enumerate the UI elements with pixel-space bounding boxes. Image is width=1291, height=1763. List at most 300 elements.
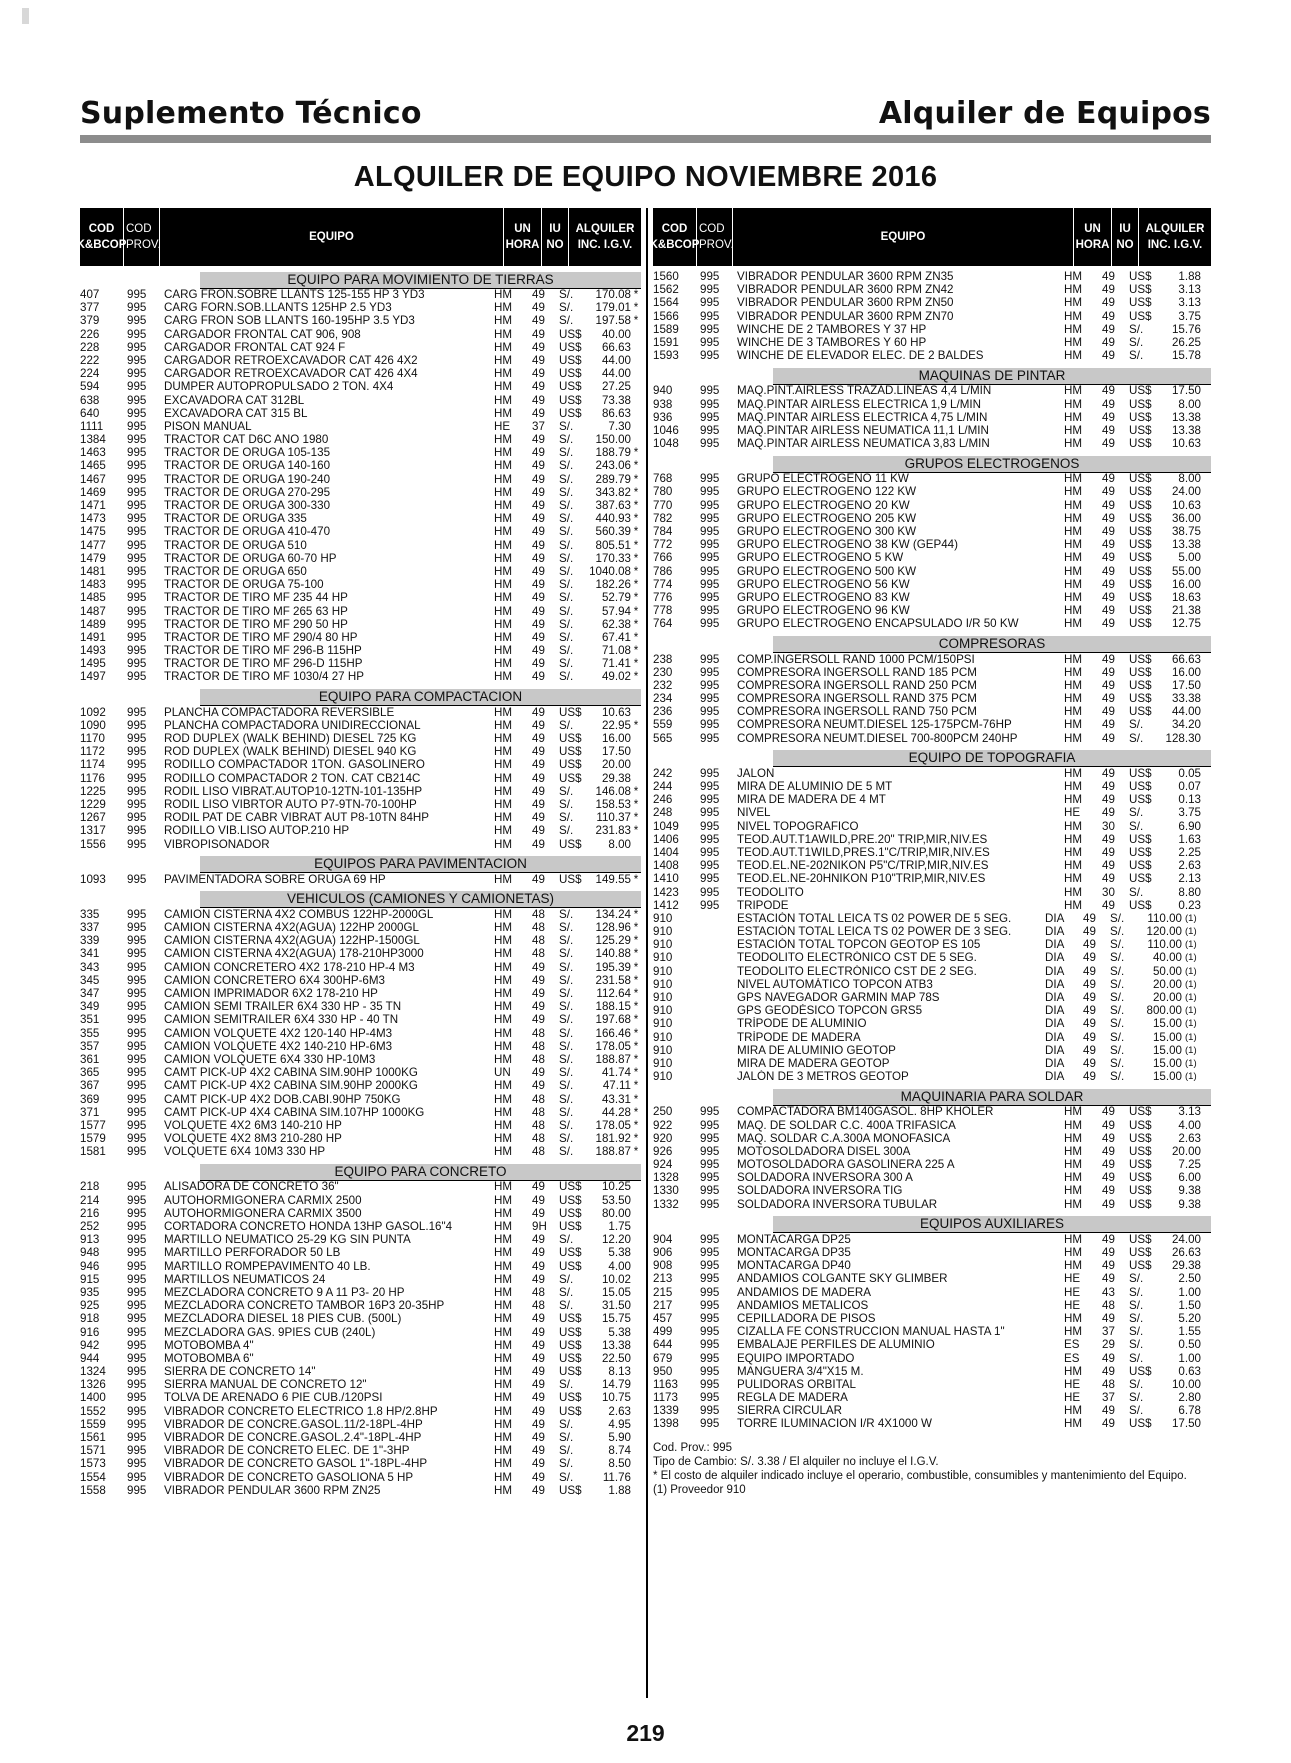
unit-cell: HM [494, 1118, 513, 1132]
unit-cell: HE [1064, 1377, 1081, 1391]
iu-cell: 49 [532, 538, 545, 552]
cod-cell: 1412 [653, 898, 679, 912]
equipo-cell: VOLQUETE 6X4 10M3 330 HP [164, 1145, 326, 1159]
iu-cell: 49 [532, 1470, 545, 1484]
section-header-spacer [80, 272, 200, 288]
cod-cell: 347 [80, 987, 100, 1000]
unit-cell: HM [1064, 718, 1083, 732]
price-cell: 3.13 [1178, 283, 1201, 297]
iu-cell: 37 [1102, 1325, 1115, 1339]
price-cell: 14.79 [601, 1378, 631, 1392]
table-row [653, 1198, 1211, 1211]
iu-cell: 49 [1102, 485, 1115, 499]
currency-cell: US$ [1129, 766, 1152, 780]
cod-cell: 1589 [653, 322, 679, 336]
page-title: ALQUILER DE EQUIPO NOVIEMBRE 2016 [353, 161, 938, 193]
currency-cell: US$ [559, 705, 582, 719]
price-cell: 41.74 [601, 1066, 631, 1080]
price-cell: 36.00 [1171, 511, 1201, 525]
prov-cell: 995 [127, 472, 147, 486]
iu-cell: 49 [1102, 665, 1115, 679]
unit-cell: HM [494, 811, 513, 825]
header-equipo: EQUIPO [733, 208, 1074, 266]
note-cell [631, 1378, 641, 1391]
unit-cell: HM [1064, 1246, 1083, 1259]
corner-mark [22, 8, 29, 24]
unit-cell: HM [494, 1092, 513, 1106]
cod-cell: 1408 [653, 859, 679, 873]
currency-cell: US$ [1129, 410, 1152, 424]
prov-cell: 995 [700, 898, 720, 912]
equipo-cell: VIBRADOR PENDULAR 3600 RPM ZN35 [737, 270, 954, 283]
prov-cell: 995 [127, 872, 147, 886]
equipment-section [653, 456, 1211, 630]
iu-cell: 49 [532, 393, 545, 407]
unit-cell: HM [494, 1338, 513, 1352]
cod-cell: 776 [653, 590, 673, 604]
note-cell: (1) [1185, 952, 1197, 964]
equipo-cell: CAMION VOLQUETE 4X2 140-210 HP-6M3 [164, 1039, 393, 1053]
iu-cell: 49 [532, 784, 545, 798]
price-cell: 387.63 [595, 499, 631, 512]
equipo-cell: PLANCHA COMPACTADORA REVERSIBLE [164, 705, 395, 719]
table-row [653, 310, 1211, 323]
prov-cell: 995 [700, 1417, 720, 1431]
price-cell: 22.95 [601, 718, 631, 732]
unit-cell: HM [494, 934, 513, 948]
iu-cell: 49 [1102, 349, 1115, 363]
iu-cell: 49 [532, 604, 545, 618]
table-row [80, 1365, 641, 1378]
equipo-cell: MIRA DE MADERA GEOTOP [737, 1056, 890, 1070]
prov-cell: 995 [127, 784, 147, 798]
table-row [80, 1273, 641, 1286]
equipment-section [80, 1164, 641, 1497]
note-cell [1201, 437, 1211, 450]
currency-cell: S/. [559, 578, 574, 592]
cod-cell: 1564 [653, 296, 679, 310]
iu-cell: 49 [532, 837, 545, 851]
cod-cell: 357 [80, 1039, 100, 1053]
note-cell [1201, 1404, 1211, 1417]
equipo-cell: CIZALLA FE CONSTRUCCION MANUAL HASTA 1" [737, 1325, 1005, 1339]
note-cell [1201, 806, 1211, 819]
equipo-cell: GRUPO ELECTROGENO 300 KW [737, 525, 917, 538]
note-cell [1201, 1378, 1211, 1391]
iu-cell: 49 [1102, 1171, 1115, 1185]
currency-cell: US$ [1129, 1246, 1152, 1259]
iu-cell: 49 [532, 1417, 545, 1431]
currency-cell: S/. [1110, 1056, 1125, 1070]
currency-cell: US$ [559, 327, 582, 341]
equipo-cell: TEODOLITO ELECTRÓNICO CST DE 5 SEG. [737, 951, 977, 965]
iu-cell: 49 [532, 499, 545, 512]
price-cell: 170.33 [595, 551, 631, 565]
cod-cell: 1398 [653, 1417, 679, 1431]
unit-cell: HM [494, 1431, 513, 1444]
iu-cell: 48 [532, 1285, 545, 1299]
note-cell [631, 1471, 641, 1484]
currency-cell: S/. [1129, 1325, 1144, 1339]
equipo-cell: AUTOHORMIGONERA CARMIX 2500 [164, 1193, 362, 1207]
price-cell: 15.75 [601, 1312, 631, 1326]
table-row [653, 1044, 1211, 1057]
currency-cell: US$ [1129, 423, 1152, 437]
iu-cell: 49 [532, 1391, 545, 1405]
price-cell: 8.80 [1178, 885, 1201, 899]
iu-cell: 49 [1102, 705, 1115, 719]
currency-cell: US$ [1129, 577, 1152, 591]
cod-cell: 1404 [653, 845, 679, 859]
iu-cell: 49 [532, 745, 545, 759]
currency-cell: US$ [1129, 793, 1152, 807]
prov-cell: 995 [700, 335, 720, 349]
section-title: VEHICULOS (CAMIONES Y CAMIONETAS) [200, 891, 641, 908]
note-cell: * [633, 1092, 639, 1106]
table-row [653, 1004, 1211, 1017]
section-header [653, 1217, 1211, 1233]
equipo-cell: MOTOSOLDADORA GASOLINERA 225 A [737, 1158, 955, 1172]
cod-cell: 948 [80, 1246, 100, 1260]
section-header [653, 1089, 1211, 1105]
currency-cell: S/. [559, 824, 574, 838]
cod-cell: 784 [653, 525, 673, 538]
unit-cell: HM [494, 1079, 513, 1093]
prov-cell [697, 965, 733, 978]
price-cell: 20.00 [601, 758, 631, 772]
note-cell [1201, 886, 1211, 899]
iu-cell: 48 [532, 1092, 545, 1106]
unit-cell: HM [494, 644, 513, 658]
price-cell: 18.63 [1171, 590, 1201, 604]
currency-cell: US$ [559, 758, 582, 772]
note-cell [631, 1233, 641, 1246]
table-row [80, 1106, 641, 1119]
note-cell: * [633, 459, 639, 473]
equipo-cell: CAMT PICK-UP 4X4 CABINA SIM.107HP 1000KG [164, 1105, 425, 1119]
cod-cell: 351 [80, 1013, 100, 1027]
table-row [653, 1325, 1211, 1338]
table-row [80, 1119, 641, 1132]
equipo-cell: COMPRESORA INGERSOLL RAND 375 PCM [737, 692, 977, 706]
note-cell: (1) [1185, 1071, 1197, 1083]
iu-cell: 49 [1102, 845, 1115, 859]
iu-cell: 48 [532, 1052, 545, 1066]
note-cell [1201, 833, 1211, 846]
unit-cell: HM [494, 604, 513, 618]
price-cell: 188.87 [595, 1145, 631, 1159]
table-row [653, 1417, 1211, 1430]
currency-cell: US$ [1129, 1197, 1152, 1211]
prov-cell: 995 [700, 1391, 720, 1405]
table-row [80, 745, 641, 758]
unit-cell: HM [1064, 1171, 1083, 1185]
unit-cell: HM [494, 921, 513, 935]
unit-cell: HM [494, 538, 513, 552]
table-row [653, 1233, 1211, 1246]
unit-cell: HM [494, 1285, 513, 1299]
note-cell [1201, 296, 1211, 309]
unit-cell: HM [1064, 604, 1083, 618]
cod-cell: 644 [653, 1338, 673, 1352]
price-cell: 8.00 [608, 837, 631, 851]
price-cell: 66.63 [1171, 652, 1201, 666]
currency-cell: S/. [559, 1105, 574, 1119]
currency-cell: US$ [1129, 1158, 1152, 1172]
unit-cell: DIA [1045, 1017, 1065, 1031]
price-cell: 44.28 [601, 1105, 631, 1119]
cod-cell: 942 [80, 1338, 100, 1352]
table-row [80, 824, 641, 837]
unit-cell: DIA [1045, 991, 1065, 1004]
equipo-cell: TEOD.EL.NE-20HNIKON P10"TRIP,MIR,NIV.ES [737, 872, 986, 886]
cod-cell: 1173 [653, 1391, 678, 1405]
iu-cell: 49 [532, 406, 545, 420]
currency-cell: S/. [559, 1000, 574, 1014]
iu-cell: 49 [1102, 1259, 1115, 1273]
note-cell: * [633, 811, 639, 825]
cod-cell: 904 [653, 1232, 673, 1246]
prov-cell [697, 1031, 733, 1044]
section-title: EQUIPOS AUXILIARES [773, 1216, 1211, 1233]
section-title: GRUPOS ELECTROGENOS [773, 456, 1211, 473]
prov-cell: 995 [700, 1158, 720, 1172]
iu-cell: 49 [1083, 1004, 1096, 1018]
unit-cell: HM [1064, 335, 1083, 349]
unit-cell: HM [1064, 1118, 1083, 1132]
iu-cell: 49 [532, 1431, 545, 1444]
currency-cell: S/. [559, 1013, 574, 1027]
unit-cell: HM [494, 499, 513, 512]
prov-cell: 995 [700, 652, 720, 666]
iu-cell: 49 [1102, 296, 1115, 310]
price-cell: 243.06 [595, 459, 631, 473]
iu-cell: 49 [1102, 1404, 1115, 1418]
note-cell: * [633, 1052, 639, 1066]
note-cell [1201, 617, 1211, 630]
cod-cell: 910 [653, 991, 673, 1004]
price-cell: 1.63 [1178, 832, 1201, 846]
section-title: Alquiler de Equipos [878, 96, 1211, 131]
note-cell: * [633, 921, 639, 935]
iu-cell: 49 [532, 1457, 545, 1471]
note-cell [1201, 323, 1211, 336]
prov-cell: 995 [127, 745, 147, 759]
price-cell: 15.00 [1152, 1056, 1182, 1070]
price-cell: 3.75 [1178, 806, 1201, 820]
prov-cell: 995 [700, 1232, 720, 1246]
unit-cell: HM [494, 1365, 513, 1379]
price-cell: 44.00 [1171, 705, 1201, 719]
cod-cell: 379 [80, 314, 100, 328]
unit-cell: HM [1064, 423, 1083, 437]
iu-cell: 49 [1083, 951, 1096, 965]
unit-cell: HM [1064, 652, 1083, 666]
iu-cell: 49 [1102, 806, 1115, 820]
table-row [653, 617, 1211, 630]
prov-cell: 995 [127, 1444, 147, 1458]
cod-cell: 1561 [80, 1431, 106, 1444]
table-row [653, 384, 1211, 397]
prov-cell: 995 [700, 410, 720, 424]
table-row [653, 806, 1211, 819]
table-row [653, 270, 1211, 283]
equipo-cell: TRACTOR DE TIRO MF 290 50 HP [164, 617, 348, 631]
table-row [653, 1070, 1211, 1083]
table-row [80, 328, 641, 341]
equipo-cell: TRACTOR DE ORUGA 140-160 [164, 459, 331, 473]
unit-cell: HM [494, 745, 513, 759]
equipo-cell: CAMT PICK-UP 4X2 DOB.CABI.90HP 750KG [164, 1092, 401, 1106]
price-cell: 0.07 [1178, 780, 1201, 793]
equipo-cell: COMPRESORA INGERSOLL RAND 750 PCM [737, 705, 977, 719]
price-cell: 128.96 [595, 921, 631, 935]
prov-cell: 995 [700, 1171, 720, 1185]
iu-cell: 9H [532, 1220, 547, 1233]
table-row [653, 538, 1211, 551]
note-cell [1201, 780, 1211, 793]
section-header-spacer [653, 637, 773, 653]
cod-cell: 1163 [653, 1377, 678, 1391]
table-row [80, 921, 641, 934]
note-cell [1201, 1184, 1211, 1197]
note-cell: * [633, 1132, 639, 1146]
price-cell: 560.39 [595, 525, 631, 539]
equipo-cell: EQUIPO IMPORTADO [737, 1351, 855, 1365]
iu-cell: 49 [1102, 832, 1115, 846]
currency-cell: S/. [559, 1079, 574, 1093]
table-row [80, 407, 641, 420]
currency-cell: US$ [1129, 472, 1152, 486]
currency-cell: US$ [1129, 485, 1152, 499]
cod-cell: 499 [653, 1325, 673, 1339]
prov-cell: 995 [127, 380, 147, 394]
currency-cell: US$ [559, 1483, 582, 1497]
cod-cell: 1556 [80, 837, 106, 851]
equipo-cell: SOLDADORA INVERSORA 300 A [737, 1171, 913, 1185]
prov-cell: 995 [127, 758, 147, 772]
currency-cell: US$ [559, 1404, 582, 1418]
table-row [80, 1027, 641, 1040]
cod-cell: 1566 [653, 309, 679, 323]
cod-cell: 337 [80, 921, 100, 935]
note-cell [631, 341, 641, 354]
iu-cell: 49 [532, 1338, 545, 1352]
unit-cell: HM [494, 1233, 513, 1247]
currency-cell: S/. [559, 538, 574, 552]
table-row [653, 1119, 1211, 1132]
currency-cell: US$ [559, 1351, 582, 1365]
unit-cell: HM [1064, 1184, 1083, 1198]
prov-cell: 995 [127, 934, 147, 948]
currency-cell: US$ [559, 367, 582, 381]
price-cell: 800.00 [1146, 1004, 1182, 1018]
price-cell: 15.00 [1152, 1030, 1182, 1044]
table-row [80, 578, 641, 591]
currency-cell: S/. [559, 591, 574, 605]
note-cell [1201, 820, 1211, 833]
unit-cell: HM [1064, 617, 1083, 631]
equipo-cell: MEZCLADORA CONCRETO 9 A 11 P3- 20 HP [164, 1285, 405, 1299]
equipo-cell: GRUPO ELECTROGENO 5 KW [737, 551, 904, 565]
prov-cell: 995 [700, 845, 720, 859]
note-cell: * [633, 907, 639, 921]
cod-cell: 679 [653, 1351, 673, 1365]
price-cell: 128.30 [1165, 731, 1201, 745]
price-cell: 149.55 [595, 872, 631, 886]
iu-cell: 49 [532, 1378, 545, 1392]
equipo-cell: CAMION SEMI TRAILER 6X4 330 HP - 35 TN [164, 1000, 402, 1014]
currency-cell: S/. [1129, 718, 1144, 732]
table-row [653, 886, 1211, 899]
iu-cell: 49 [1102, 1272, 1115, 1286]
table-header [649, 208, 1211, 266]
currency-cell: S/. [559, 1145, 574, 1159]
prov-cell: 995 [127, 1220, 147, 1233]
unit-cell: HM [494, 327, 513, 341]
price-cell: 43.31 [601, 1092, 631, 1106]
equipment-section [653, 637, 1211, 745]
price-cell: 1.88 [1178, 270, 1201, 283]
table-row [80, 1079, 641, 1092]
currency-cell: US$ [559, 1338, 582, 1352]
iu-cell: 29 [1102, 1338, 1115, 1352]
equipo-cell: COMPRESORA NEUMT.DIESEL 125-175PCM-76HP [737, 718, 1012, 732]
cod-cell: 918 [80, 1312, 100, 1326]
price-cell: 440.93 [595, 512, 631, 526]
prov-cell: 995 [127, 617, 147, 631]
prov-cell: 995 [700, 349, 720, 363]
note-cell [1201, 1246, 1211, 1259]
iu-cell: 49 [1102, 322, 1115, 336]
equipo-cell: TRACTOR DE ORUGA 60-70 HP [164, 551, 337, 565]
equipment-section [653, 1089, 1211, 1211]
equipment-section [653, 368, 1211, 450]
iu-cell: 49 [1102, 1158, 1115, 1172]
currency-cell: S/. [559, 1039, 574, 1053]
currency-cell: US$ [1129, 498, 1152, 512]
iu-cell: 49 [1102, 718, 1115, 732]
currency-cell: US$ [1129, 1131, 1152, 1145]
prov-cell: 995 [700, 1144, 720, 1158]
note-cell [631, 1246, 641, 1259]
equipo-cell: SOLDADORA INVERSORA TUBULAR [737, 1197, 938, 1211]
equipo-cell: CARG FRON.SOBRE LLANTS 125-155 HP 3 YD3 [164, 288, 425, 301]
iu-cell: 37 [532, 419, 545, 433]
currency-cell: S/. [559, 1431, 574, 1444]
currency-cell: US$ [1129, 617, 1152, 631]
unit-cell: HM [1064, 1232, 1083, 1246]
equipo-cell: EXCAVADORA CAT 315 BL [164, 406, 308, 420]
currency-cell: S/. [1110, 1030, 1125, 1044]
note-cell [1201, 1272, 1211, 1285]
cod-cell: 1579 [80, 1132, 106, 1146]
note-cell: * [633, 670, 639, 684]
equipo-cell: TRIPODE [737, 898, 789, 912]
cod-cell: 1384 [80, 433, 106, 447]
iu-cell: 49 [1102, 423, 1115, 437]
cod-cell: 377 [80, 301, 100, 315]
iu-cell: 49 [1102, 397, 1115, 411]
currency-cell: US$ [1129, 551, 1152, 565]
cod-cell: 1423 [653, 885, 679, 899]
section-header [653, 456, 1211, 472]
cod-cell: 1048 [653, 437, 679, 451]
cod-cell: 232 [653, 678, 673, 692]
note-cell [1201, 270, 1211, 283]
iu-cell: 49 [1102, 511, 1115, 525]
equipo-cell: VIBRADOR DE CONCRE.GASOL.2.4"-18PL-4HP [164, 1431, 422, 1444]
